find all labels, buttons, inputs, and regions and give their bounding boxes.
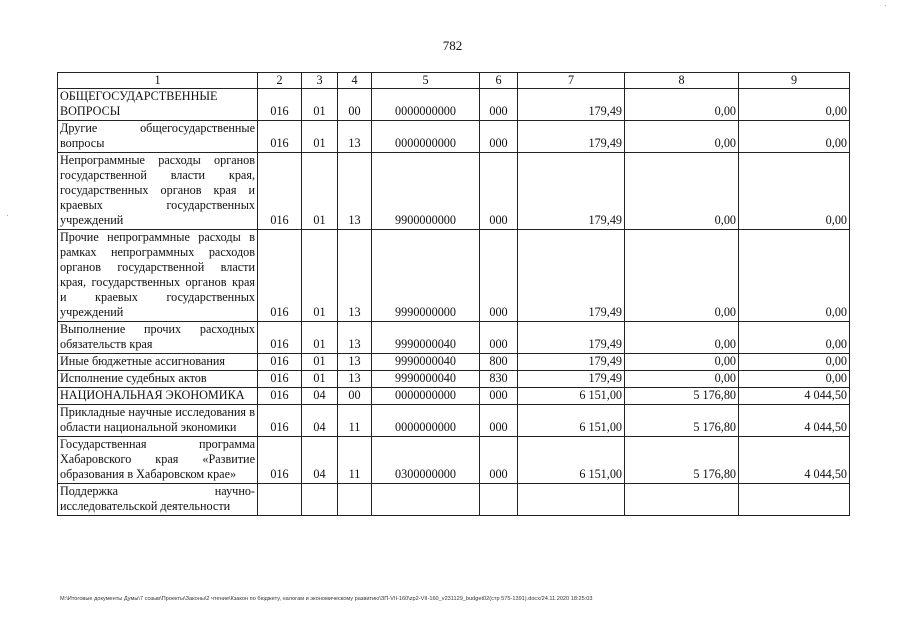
scan-mark: · xyxy=(6,210,9,220)
table-row xyxy=(58,371,850,388)
cell-c4: 13 xyxy=(338,322,372,354)
cell-c8: 0,00 xyxy=(625,371,739,388)
header-cell: 2 xyxy=(258,73,302,89)
cell-c9: 0,00 xyxy=(739,354,850,371)
table-row xyxy=(58,354,850,371)
row-name: Исполнение судебных актов xyxy=(58,371,258,388)
cell-c3: 01 xyxy=(302,230,338,322)
cell-c5: 0000000000 xyxy=(372,388,480,405)
cell-c4: 00 xyxy=(338,89,372,121)
table-row xyxy=(58,322,850,354)
row-name: НАЦИОНАЛЬНАЯ ЭКОНОМИКА xyxy=(58,388,258,405)
cell-c3 xyxy=(302,484,338,516)
cell-c2: 016 xyxy=(258,322,302,354)
cell-c3: 01 xyxy=(302,121,338,153)
cell-c3: 04 xyxy=(302,437,338,484)
cell-c2: 016 xyxy=(258,354,302,371)
cell-c3: 01 xyxy=(302,89,338,121)
cell-c5: 9990000000 xyxy=(372,230,480,322)
row-name: ОБЩЕГОСУДАРСТВЕННЫЕ ВОПРОСЫ xyxy=(58,89,258,121)
cell-c2: 016 xyxy=(258,121,302,153)
cell-c3: 01 xyxy=(302,322,338,354)
cell-c8: 0,00 xyxy=(625,322,739,354)
cell-c9: 0,00 xyxy=(739,371,850,388)
cell-c8: 0,00 xyxy=(625,121,739,153)
budget-table xyxy=(57,72,850,516)
cell-c6: 830 xyxy=(480,371,518,388)
cell-c6: 800 xyxy=(480,354,518,371)
cell-c4: 13 xyxy=(338,371,372,388)
cell-c4: 13 xyxy=(338,354,372,371)
cell-c8: 5 176,80 xyxy=(625,388,739,405)
row-name: Государственная программа Хабаровского края «Развитие образования в Хабаровском крае» xyxy=(58,437,258,484)
row-name: Поддержка научно-исследовательской деятельности xyxy=(58,484,258,516)
cell-c3: 04 xyxy=(302,405,338,437)
cell-c9: 0,00 xyxy=(739,322,850,354)
cell-c7: 179,49 xyxy=(518,89,625,121)
table-row xyxy=(58,153,850,230)
cell-c8: 0,00 xyxy=(625,354,739,371)
cell-c3: 01 xyxy=(302,371,338,388)
cell-c4: 11 xyxy=(338,405,372,437)
cell-c5: 9900000000 xyxy=(372,153,480,230)
cell-c2: 016 xyxy=(258,230,302,322)
row-name: Выполнение прочих расходных обязательств края xyxy=(58,322,258,354)
cell-c5: 0300000000 xyxy=(372,437,480,484)
cell-c4: 13 xyxy=(338,153,372,230)
cell-c9: 4 044,50 xyxy=(739,405,850,437)
header-cell: 3 xyxy=(302,73,338,89)
cell-c7: 6 151,00 xyxy=(518,405,625,437)
cell-c6: 000 xyxy=(480,405,518,437)
cell-c5: 9990000040 xyxy=(372,371,480,388)
row-name: Другие общегосударственные вопросы xyxy=(58,121,258,153)
header-cell: 9 xyxy=(739,73,850,89)
row-name: Прочие непрограммные расходы в рамках непрограммных расходов органов государственной власти края, государственных органов края и краевых государственных учреждений xyxy=(58,230,258,322)
cell-c6 xyxy=(480,484,518,516)
table-row xyxy=(58,484,850,516)
cell-c9: 0,00 xyxy=(739,121,850,153)
cell-c6: 000 xyxy=(480,153,518,230)
header-cell: 4 xyxy=(338,73,372,89)
table-row xyxy=(58,89,850,121)
table-row xyxy=(58,121,850,153)
header-cell: 7 xyxy=(518,73,625,89)
header-cell: 5 xyxy=(372,73,480,89)
cell-c7: 179,49 xyxy=(518,230,625,322)
cell-c7: 6 151,00 xyxy=(518,388,625,405)
table-row xyxy=(58,230,850,322)
cell-c5: 9990000040 xyxy=(372,354,480,371)
header-cell: 1 xyxy=(58,73,258,89)
cell-c4: 13 xyxy=(338,230,372,322)
cell-c8: 0,00 xyxy=(625,153,739,230)
table-row xyxy=(58,388,850,405)
cell-c2: 016 xyxy=(258,153,302,230)
table-row xyxy=(58,405,850,437)
cell-c6: 000 xyxy=(480,121,518,153)
cell-c6: 000 xyxy=(480,437,518,484)
page-number: 782 xyxy=(442,38,463,53)
header-cell: 6 xyxy=(480,73,518,89)
cell-c2: 016 xyxy=(258,89,302,121)
cell-c9: 0,00 xyxy=(739,89,850,121)
cell-c7: 179,49 xyxy=(518,371,625,388)
header-cell: 8 xyxy=(625,73,739,89)
cell-c7: 179,49 xyxy=(518,153,625,230)
header-row xyxy=(58,73,850,89)
cell-c6: 000 xyxy=(480,89,518,121)
cell-c4 xyxy=(338,484,372,516)
cell-c3: 04 xyxy=(302,388,338,405)
cell-c2: 016 xyxy=(258,405,302,437)
cell-c9: 0,00 xyxy=(739,230,850,322)
cell-c5 xyxy=(372,484,480,516)
cell-c6: 000 xyxy=(480,322,518,354)
cell-c2: 016 xyxy=(258,437,302,484)
table-row xyxy=(58,437,850,484)
cell-c6: 000 xyxy=(480,230,518,322)
cell-c7: 179,49 xyxy=(518,322,625,354)
cell-c9 xyxy=(739,484,850,516)
cell-c4: 00 xyxy=(338,388,372,405)
cell-c7: 179,49 xyxy=(518,354,625,371)
scan-mark: · xyxy=(884,0,887,10)
cell-c3: 01 xyxy=(302,153,338,230)
footer-file-path: M:\Итоговые документы Думы\7 созыв\Проекты\Законы\2 чтение\Кзакон по бюджету, налогам и экономическому развитию\ЗП-VII-160\zp2-VII-160_v231129_budget02(стр 575-1391).docx/24.11.2020 18:25:03 xyxy=(60,596,593,602)
cell-c7: 179,49 xyxy=(518,121,625,153)
cell-c3: 01 xyxy=(302,354,338,371)
cell-c6: 000 xyxy=(480,388,518,405)
cell-c7 xyxy=(518,484,625,516)
row-name: Прикладные научные исследования в области национальной экономики xyxy=(58,405,258,437)
cell-c9: 4 044,50 xyxy=(739,388,850,405)
cell-c8: 0,00 xyxy=(625,230,739,322)
cell-c8 xyxy=(625,484,739,516)
cell-c9: 0,00 xyxy=(739,153,850,230)
cell-c5: 0000000000 xyxy=(372,89,480,121)
cell-c2: 016 xyxy=(258,388,302,405)
row-name: Непрограммные расходы органов государственной власти края, государственных органов края и краевых государственных учреждений xyxy=(58,153,258,230)
cell-c8: 0,00 xyxy=(625,89,739,121)
cell-c9: 4 044,50 xyxy=(739,437,850,484)
row-name: Иные бюджетные ассигнования xyxy=(58,354,258,371)
cell-c5: 0000000000 xyxy=(372,405,480,437)
cell-c8: 5 176,80 xyxy=(625,405,739,437)
cell-c5: 9990000040 xyxy=(372,322,480,354)
cell-c2 xyxy=(258,484,302,516)
cell-c8: 5 176,80 xyxy=(625,437,739,484)
cell-c7: 6 151,00 xyxy=(518,437,625,484)
cell-c5: 0000000000 xyxy=(372,121,480,153)
cell-c4: 13 xyxy=(338,121,372,153)
cell-c4: 11 xyxy=(338,437,372,484)
cell-c2: 016 xyxy=(258,371,302,388)
